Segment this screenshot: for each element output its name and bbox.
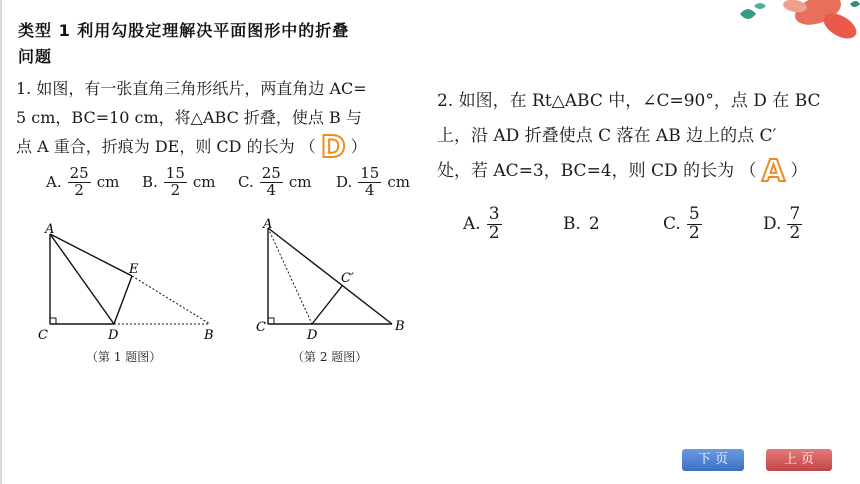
q2-number: 2. [437,91,454,111]
fig2-label-c: C [256,320,266,335]
q1-answer: D [320,130,346,165]
previous-page-button[interactable]: 上 页 [766,449,832,471]
fig2-label-b: B [395,319,405,334]
next-page-button[interactable]: 下 页 [682,449,744,471]
q2-answer: A [761,154,786,189]
figure-1-caption: （第 1 题图） [86,350,162,364]
fig1-label-e: E [129,262,139,277]
question-1 [16,74,436,165]
question-2 [437,84,855,189]
fig2-label-cprime: C′ [341,271,354,286]
q2-choices [463,206,808,243]
q1-choice-a[interactable]: A. $\frac{25}{2}$ cm [46,164,120,199]
decorative-leaves-icon [700,0,860,60]
section-heading-continued: 问题 [18,47,53,66]
q2-line-1: 2. 如图，在 Rt△ABC 中，∠C=90°，点 D 在 BC [437,91,821,111]
q1-line-3: 点 A 重合，折痕为 DE，则 CD 的长为 （ D ） [16,130,367,165]
fig2-label-d: D [307,328,318,343]
section-heading: 类型 1 利用勾股定理解决平面图形中的折叠 [18,21,350,40]
q2-line-3: 处，若 AC=3，BC=4，则 CD 的长为 （ A ） [437,154,808,189]
q2-choice-d[interactable]: D. $\frac{7}{2}$ [763,204,801,243]
fig1-label-d: D [108,328,119,343]
q1-line-2: 5 cm，BC=10 cm，将△ABC 折叠，使点 B 与 [16,108,362,127]
q1-choice-d[interactable]: D. $\frac{15}{4}$ cm [336,164,410,199]
figure-1 [36,218,231,346]
q1-number: 1. [16,79,32,98]
fig1-label-a: A [45,222,55,237]
figure-2-caption: （第 2 题图） [292,350,368,364]
q1-choice-c[interactable]: C. $\frac{25}{4}$ cm [238,164,312,199]
left-border [0,0,2,484]
q2-choice-c[interactable]: C. $\frac{5}{2}$ [663,204,700,243]
q1-line-1: 1. 如图，有一张直角三角形纸片，两直角边 AC= [16,79,367,98]
q2-line-2: 上，沿 AD 折叠使点 C 落在 AB 边上的点 C′ [437,126,777,146]
fig1-label-c: C [38,328,48,343]
q1-choices [46,166,410,199]
q2-choice-a[interactable]: A. $\frac{3}{2}$ [463,204,500,243]
q1-choice-b[interactable]: B. $\frac{15}{2}$ cm [142,164,216,199]
figure-2 [254,218,424,346]
fig2-label-a: A [263,218,273,232]
fig1-label-b: B [204,328,214,343]
q2-choice-b[interactable]: B. 2 [563,214,600,235]
